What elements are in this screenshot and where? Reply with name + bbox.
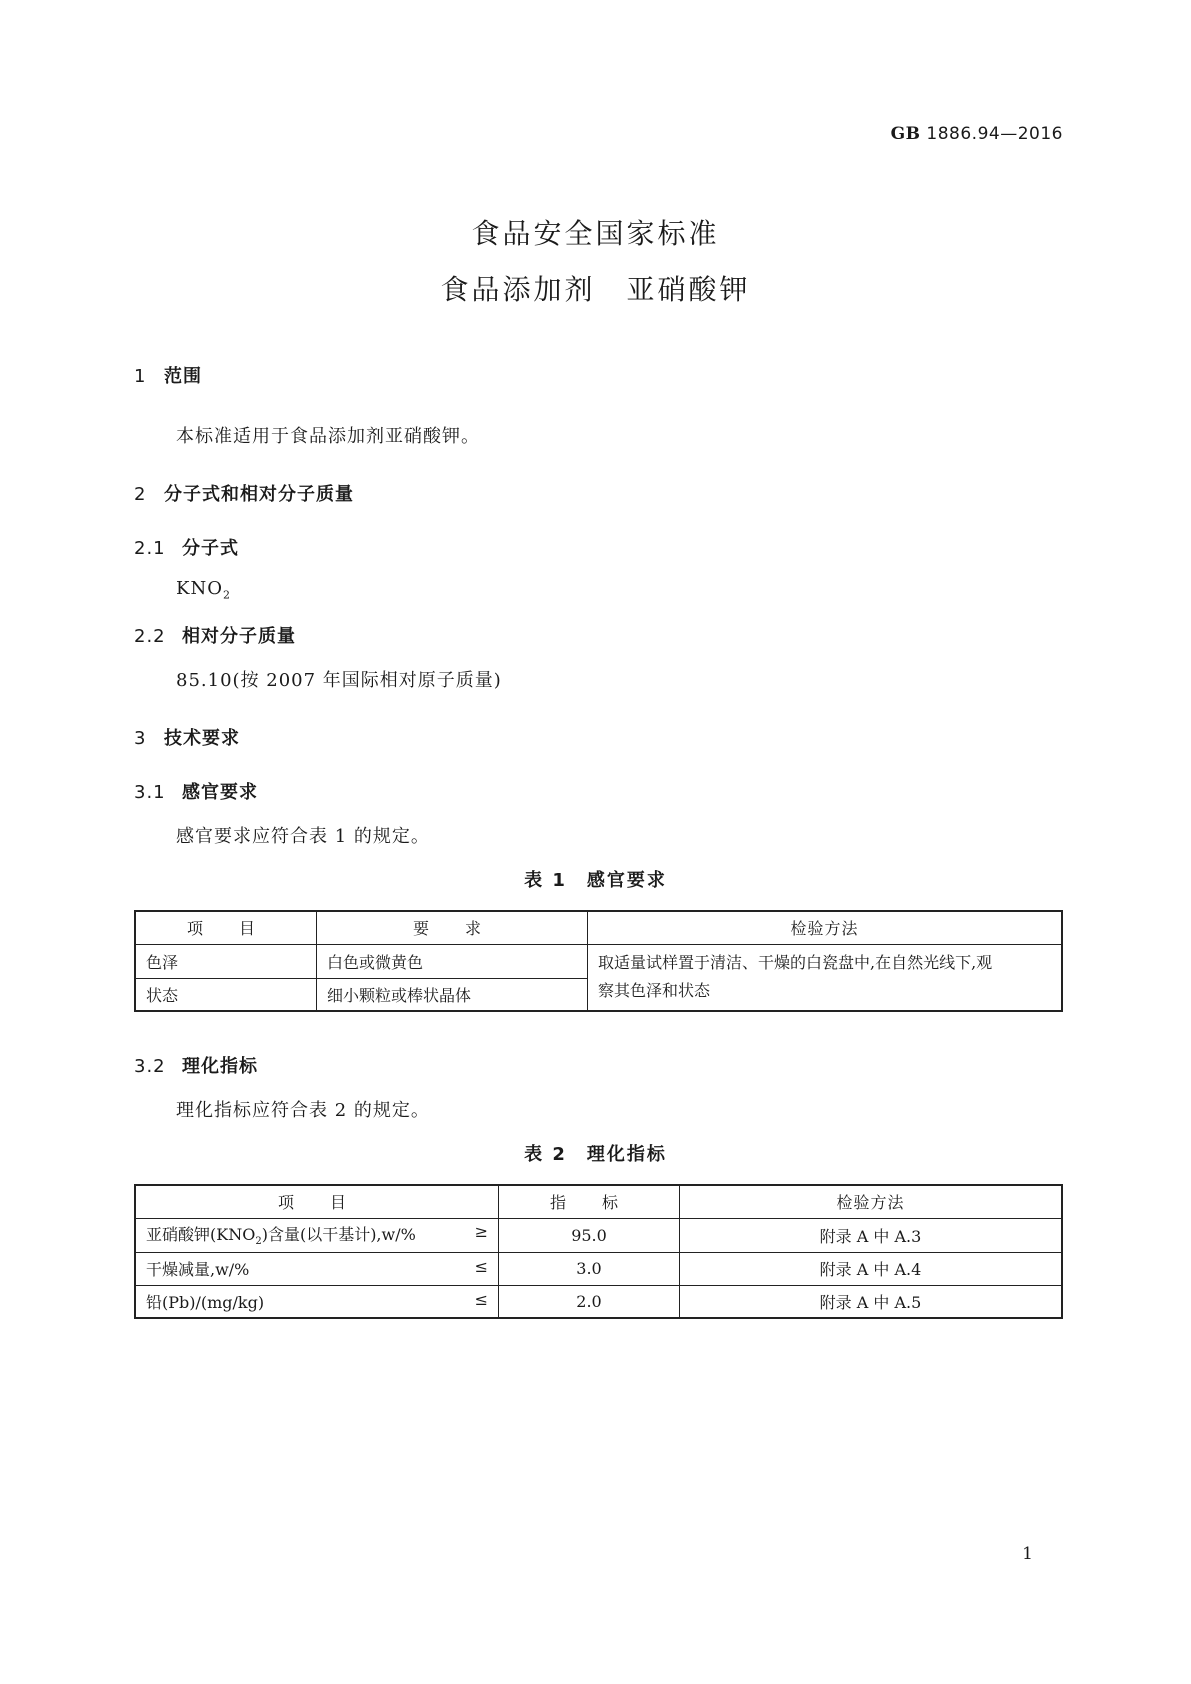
section-1-heading: 1 范围 — [134, 366, 202, 387]
table-1 — [134, 910, 1063, 1012]
table-2-cell-item: 亚硝酸钾$(KNO_2)$含量(以干基计),w/% ≥ — [135, 1218, 499, 1252]
standard-number — [891, 124, 1063, 144]
table-2-header-index: 指 标 — [499, 1185, 680, 1218]
table-1-cell-requirement: 白色或微黄色 — [317, 944, 588, 978]
section-3-2-heading: 3.2 理化指标 — [134, 1056, 258, 1077]
title-line-2: 食品添加剂 亚硝酸钾 — [440, 273, 751, 306]
table-2-cell-value: 2.0 — [499, 1285, 680, 1318]
table-2-header-method: 检验方法 — [680, 1185, 1063, 1218]
table-row — [135, 944, 1062, 978]
table-2-header-row — [135, 1185, 1062, 1218]
table-2-cell-value: 3.0 — [499, 1252, 680, 1285]
table-1-header-method: 检验方法 — [588, 911, 1063, 944]
table-1-header-requirement: 要 求 — [317, 911, 588, 944]
table-2-cell-method: 附录 A 中 A.3 — [680, 1218, 1063, 1252]
section-1-body: 本标准适用于食品添加剂亚硝酸钾。 — [176, 426, 480, 447]
table-1-cell-method: 取适量试样置于清洁、干燥的白瓷盘中,在自然光线下,观 察其色泽和状态 — [588, 944, 1063, 1011]
table-row — [135, 1252, 1062, 1285]
table-2-cell-method: 附录 A 中 A.5 — [680, 1285, 1063, 1318]
table-2 — [134, 1184, 1063, 1319]
table-1-header-item: 项 目 — [135, 911, 317, 944]
table-2-cell-item: 铅(Pb)/(mg/kg) ≤ — [135, 1285, 499, 1318]
section-3-2-body: 理化指标应符合表 2 的规定。 — [176, 1100, 430, 1121]
section-2-heading: 2 分子式和相对分子质量 — [134, 484, 354, 505]
title-line-1: 食品安全国家标准 — [471, 217, 720, 250]
section-3-1-heading: 3.1 感官要求 — [134, 782, 258, 803]
section-2-2-heading: 2.2 相对分子质量 — [134, 626, 296, 647]
standard-prefix: GB — [890, 124, 921, 144]
section-2-1-heading: 2.1 分子式 — [134, 538, 239, 559]
table-1-caption: 表 1 感官要求 — [524, 870, 667, 891]
standard-code: 1886.94—2016 — [926, 124, 1063, 144]
table-1-cell-item: 状态 — [135, 978, 317, 1011]
table-row — [135, 1218, 1062, 1252]
molecular-formula: $KNO_2$ — [176, 578, 231, 602]
operator-symbol: ≤ — [474, 1257, 488, 1276]
section-3-1-body: 感官要求应符合表 1 的规定。 — [176, 826, 430, 847]
operator-symbol: ≤ — [474, 1289, 488, 1309]
table-2-cell-method: 附录 A 中 A.4 — [680, 1252, 1063, 1285]
molecular-mass: 85.10(按 2007 年国际相对原子质量) — [176, 670, 502, 691]
table-1-header-row — [135, 911, 1062, 944]
table-2-caption: 表 2 理化指标 — [524, 1144, 667, 1165]
table-1-cell-requirement: 细小颗粒或棒状晶体 — [317, 978, 588, 1011]
table-2-cell-item: 干燥减量,w/% ≤ — [135, 1252, 499, 1285]
section-3-heading: 3 技术要求 — [134, 728, 240, 749]
table-2-cell-value: 95.0 — [499, 1218, 680, 1252]
table-2-header-item: 项 目 — [135, 1185, 499, 1218]
operator-symbol: ≥ — [474, 1222, 488, 1242]
table-1-cell-item: 色泽 — [135, 944, 317, 978]
page-number: 1 — [1022, 1544, 1033, 1564]
table-row — [135, 1285, 1062, 1318]
